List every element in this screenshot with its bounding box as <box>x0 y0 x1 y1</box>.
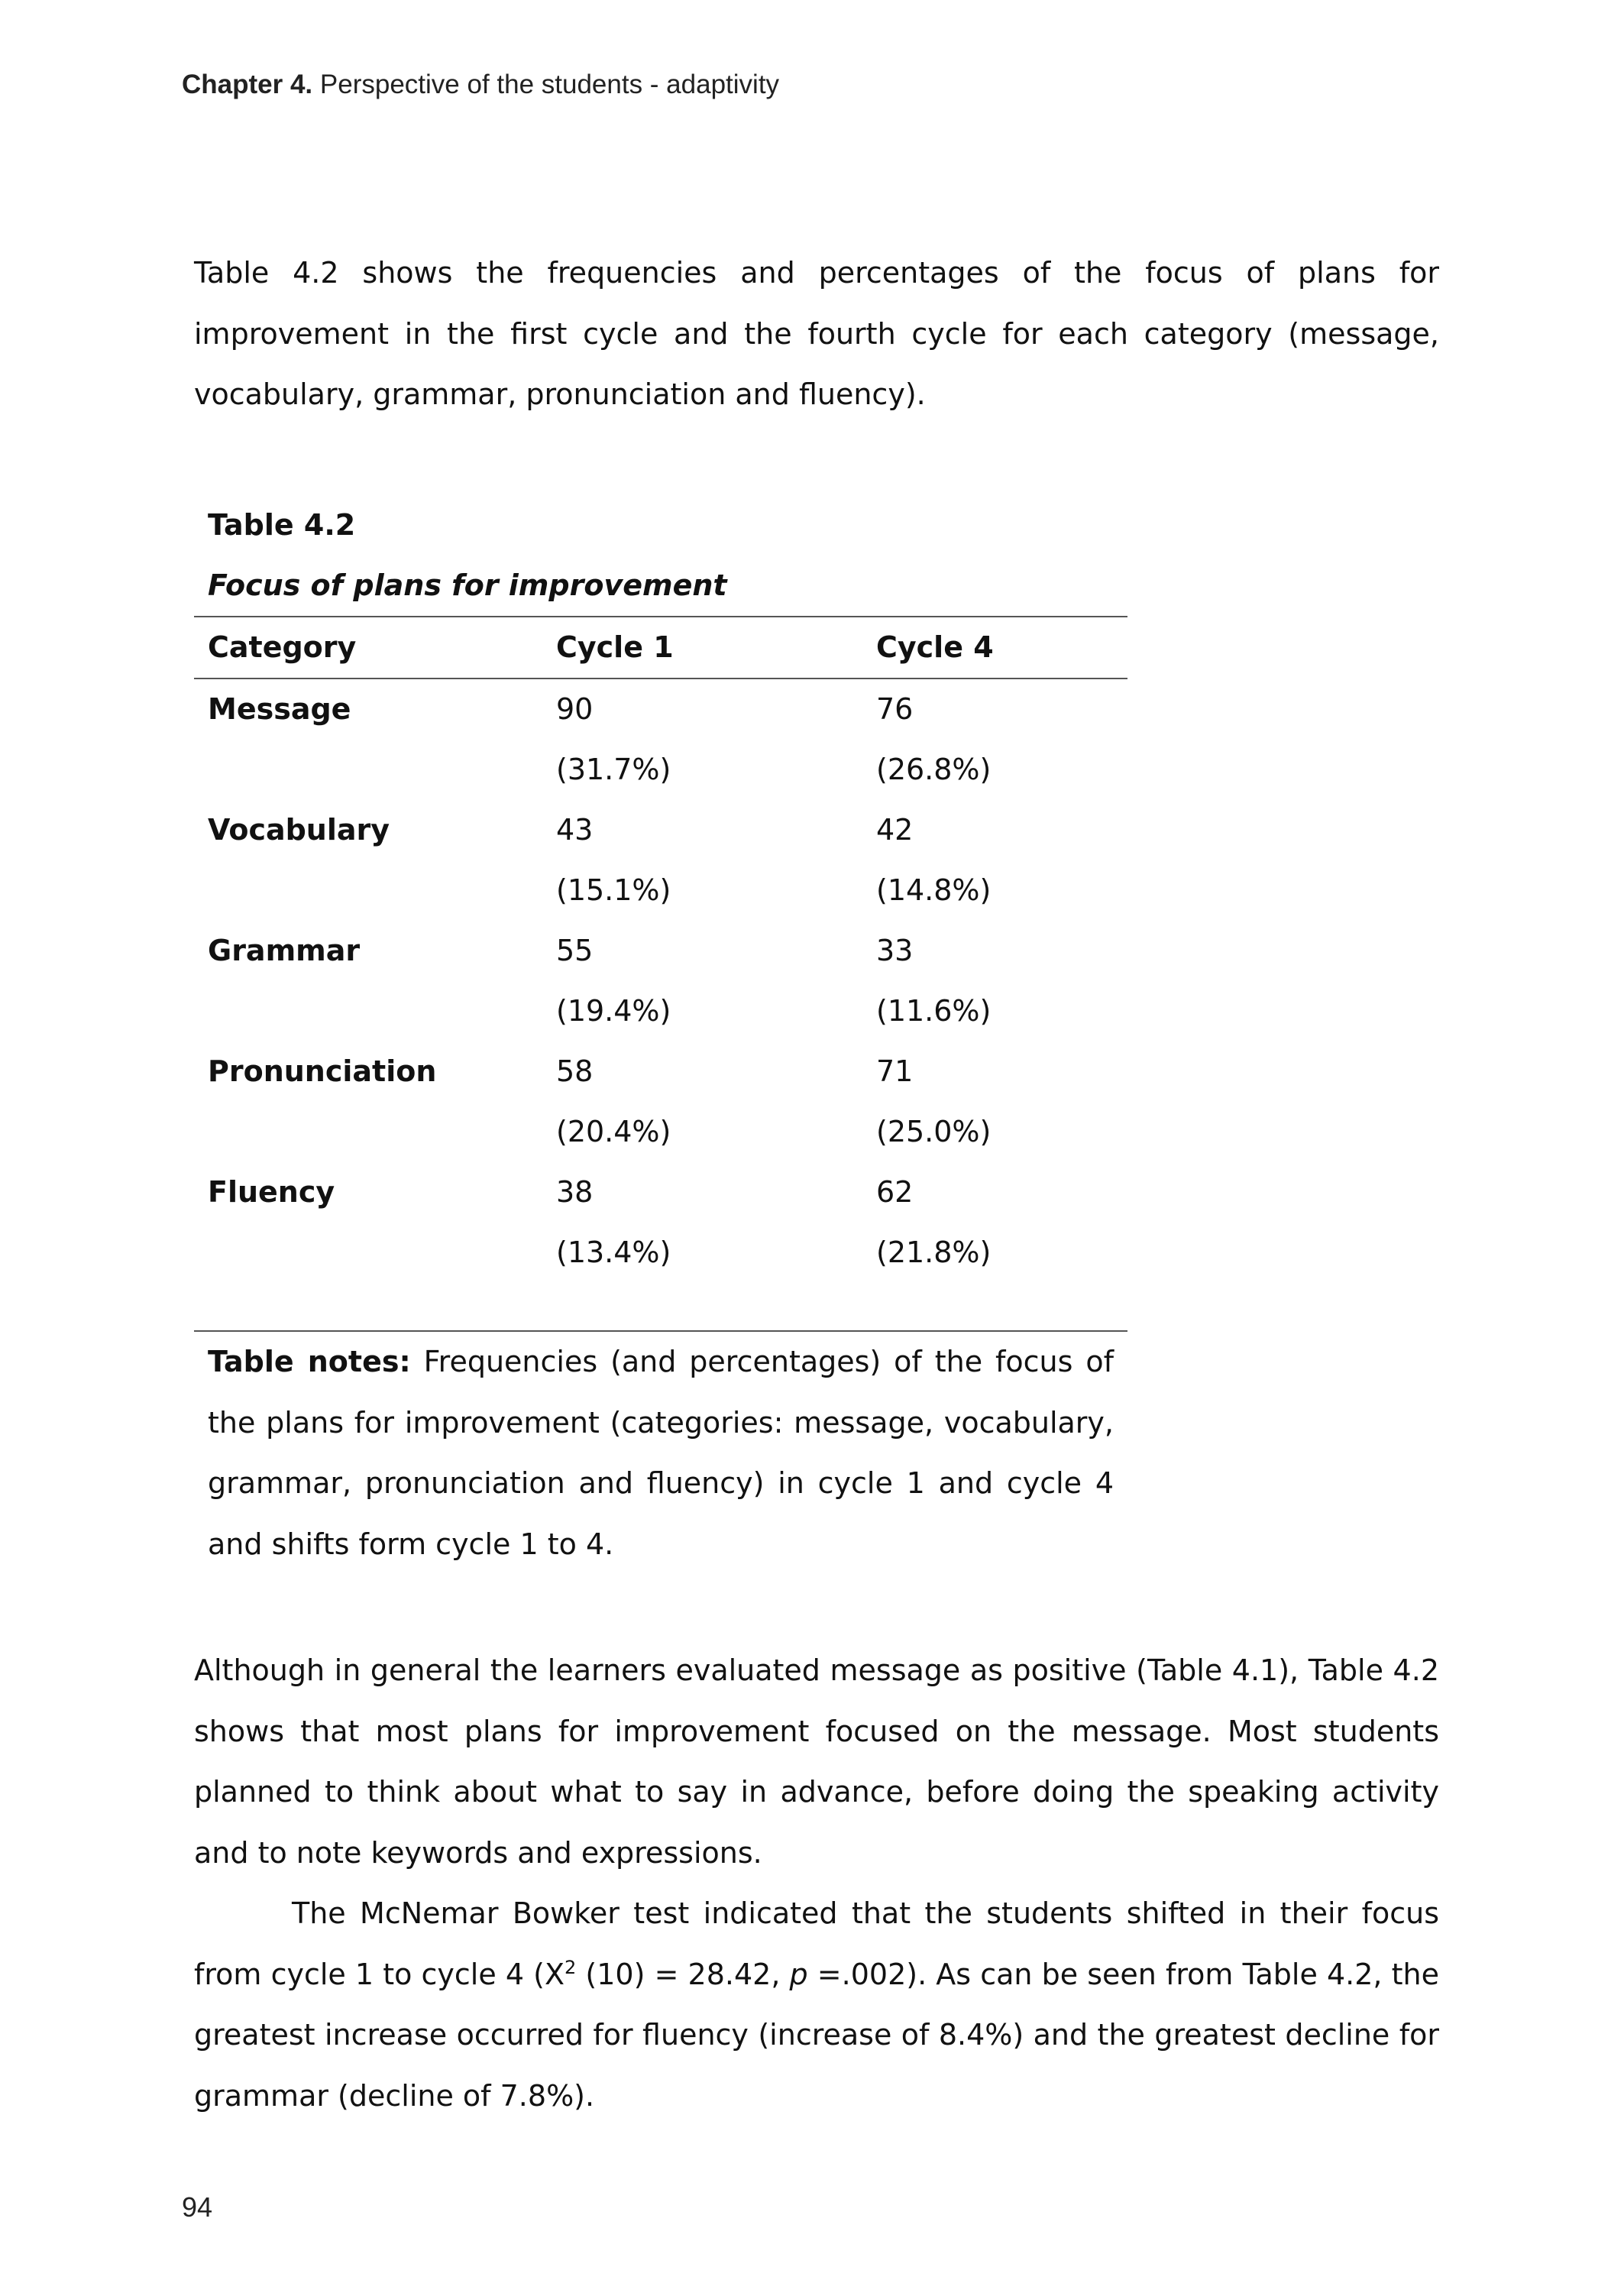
cycle-4-percent: (11.6%) <box>876 994 992 1028</box>
header-cycle-4: Cycle 4 <box>862 617 1127 679</box>
cycle-1-count: 90 <box>556 692 594 726</box>
cycle-4-count: 76 <box>876 692 914 726</box>
table-notes <box>194 1330 1127 1575</box>
test-result-paragraph: The McNemar Bowker test indicated that the students shifted in their focus from cycle 1 to cycle 4 ($X^2$ (10) = 28.42, p =.002). As can be seen from Table 4.2, the greatest increase occurred for fluency (increase of 8.4%) and the greatest decline for grammar (decline of 7.8%). <box>194 1896 1439 2113</box>
table-label: Table 4.2 <box>208 508 356 542</box>
cycle-1-count: 58 <box>556 1054 594 1088</box>
table-row <box>194 1162 1127 1223</box>
cycle-4-count: 42 <box>876 813 914 847</box>
cycle-1-percent: (20.4%) <box>556 1115 671 1148</box>
category-cell: Message <box>208 692 351 726</box>
table-header-row <box>194 617 1127 679</box>
cycle-1-count: 38 <box>556 1175 594 1209</box>
table-row <box>194 981 1127 1041</box>
table-row <box>194 860 1127 921</box>
table-row <box>194 679 1127 740</box>
table-title: Focus of plans for improvement <box>208 568 727 602</box>
category-cell: Fluency <box>208 1175 335 1209</box>
table-row <box>194 921 1127 981</box>
category-cell: Grammar <box>208 934 361 967</box>
header-category: Category <box>194 617 542 679</box>
intro-paragraph: Table 4.2 shows the frequencies and percentages of the focus of plans for improvement in the first cycle and the fourth cycle for each category (message, vocabulary, grammar, pronunciation and fluency). <box>194 256 1439 411</box>
cycle-1-count: 55 <box>556 934 594 967</box>
category-cell: Pronunciation <box>208 1054 437 1088</box>
chapter-title: Perspective of the students - adaptivity <box>319 70 780 99</box>
cycle-1-count: 43 <box>556 813 594 847</box>
table-row <box>194 800 1127 860</box>
cycle-4-percent: (14.8%) <box>876 873 992 907</box>
table-row <box>194 1223 1127 1283</box>
superscript: 2 <box>565 1956 577 1978</box>
page-number: 94 <box>182 2191 213 2223</box>
running-header <box>182 67 779 102</box>
discussion-paragraph: Although in general the learners evaluated message as positive (Table 4.1), Table 4.2 shows that most plans for improvement focused on the message. Most students planned to think about what to say in advance, before doing the speaking activity and to note keywords and expressions. <box>194 1653 1439 1870</box>
cycle-4-percent: (25.0%) <box>876 1115 992 1148</box>
cycle-1-percent: (19.4%) <box>556 994 671 1028</box>
table-row <box>194 1041 1127 1102</box>
cycle-4-count: 71 <box>876 1054 914 1088</box>
table-row <box>194 1102 1127 1162</box>
cycle-1-percent: (15.1%) <box>556 873 671 907</box>
cycle-4-count: 33 <box>876 934 914 967</box>
header-cycle-1: Cycle 1 <box>542 617 862 679</box>
category-cell: Vocabulary <box>208 813 390 847</box>
cycle-1-percent: (13.4%) <box>556 1236 671 1269</box>
table-4-2 <box>194 495 1127 1575</box>
table-row <box>194 740 1127 800</box>
cycle-4-count: 62 <box>876 1175 914 1209</box>
cycle-4-percent: (26.8%) <box>876 753 992 786</box>
cycle-4-percent: (21.8%) <box>876 1236 992 1269</box>
p-value-symbol: p <box>789 1957 808 1991</box>
table-notes-label: Table notes: <box>208 1345 411 1378</box>
frequency-table <box>194 616 1127 1330</box>
chapter-number: Chapter 4. <box>182 70 313 99</box>
cycle-1-percent: (31.7%) <box>556 753 671 786</box>
table-notes-text: Frequencies (and percentages) of the focus of the plans for improvement (categories: message, vocabulary, grammar, pronunciation and fluency) in cycle 1 and cycle 4 and shifts form cycle 1 to 4. <box>208 1345 1114 1561</box>
